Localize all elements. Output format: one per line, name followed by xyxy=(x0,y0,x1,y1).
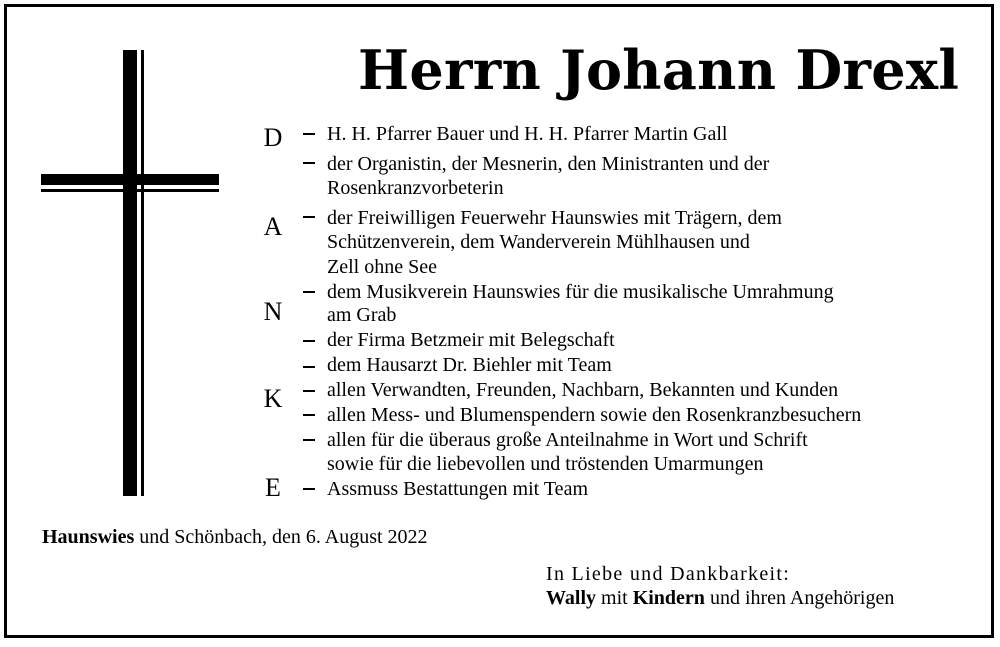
thanks-line: Rosenkranzvorbeterin xyxy=(327,177,504,199)
signature-names xyxy=(546,586,894,610)
signature-rest: und ihren Angehörigen xyxy=(704,587,895,609)
page-title: Herrn Johann Drexl xyxy=(358,38,960,102)
thanks-line: Schützenverein, dem Wanderverein Mühlhausen und xyxy=(327,231,750,253)
bullet-dash xyxy=(303,162,315,164)
thanks-line: allen für die überaus große Anteilnahme in Wort und Schrift xyxy=(327,429,808,451)
place-name: Haunswies xyxy=(42,526,135,548)
cross-icon xyxy=(41,50,219,496)
thanks-line: Assmuss Bestattungen mit Team xyxy=(327,478,588,500)
thanks-line: dem Hausarzt Dr. Biehler mit Team xyxy=(327,354,612,376)
bullet-dash xyxy=(303,340,315,342)
bullet-dash xyxy=(303,291,315,293)
thanks-line: H. H. Pfarrer Bauer und H. H. Pfarrer Martin Gall xyxy=(327,123,728,145)
thanks-line: am Grab xyxy=(327,304,397,326)
signature-name-kindern: Kindern xyxy=(632,587,705,609)
thanks-line: der Organistin, der Mesnerin, den Ministranten und der xyxy=(327,153,770,175)
thanks-line: allen Verwandten, Freunden, Nachbarn, Bekannten und Kunden xyxy=(327,379,839,401)
bullet-dash xyxy=(303,216,315,218)
acrostic-letter-a: A xyxy=(263,212,283,241)
thanks-line: der Freiwilligen Feuerwehr Haunswies mit Trägern, dem xyxy=(327,207,782,229)
bullet-dash xyxy=(303,488,315,490)
bullet-dash xyxy=(303,414,315,416)
thanks-line: sowie für die liebevollen und tröstenden Umarmungen xyxy=(327,453,764,475)
signature-intro: In Liebe und Dankbarkeit: xyxy=(546,563,791,585)
signature-name-wally: Wally xyxy=(546,587,597,609)
place-date-rest: und Schönbach, den 6. August 2022 xyxy=(134,526,428,548)
bullet-dash xyxy=(303,366,315,368)
acrostic-letter-d: D xyxy=(263,123,283,152)
acrostic-letter-e: E xyxy=(265,473,281,502)
place-date xyxy=(42,524,428,550)
acrostic-letter-k: K xyxy=(263,384,283,413)
thanks-line: der Firma Betzmeir mit Belegschaft xyxy=(327,329,615,351)
thanks-line: Zell ohne See xyxy=(327,256,437,278)
bullet-dash xyxy=(303,390,315,392)
bullet-dash xyxy=(303,133,315,135)
thanks-line: dem Musikverein Haunswies für die musikalische Umrahmung xyxy=(327,281,834,303)
acrostic-letter-n: N xyxy=(263,297,283,326)
bullet-dash xyxy=(303,439,315,441)
thanks-line: allen Mess- und Blumenspendern sowie den Rosenkranzbesuchern xyxy=(327,404,862,426)
signature-mit: mit xyxy=(596,587,633,609)
